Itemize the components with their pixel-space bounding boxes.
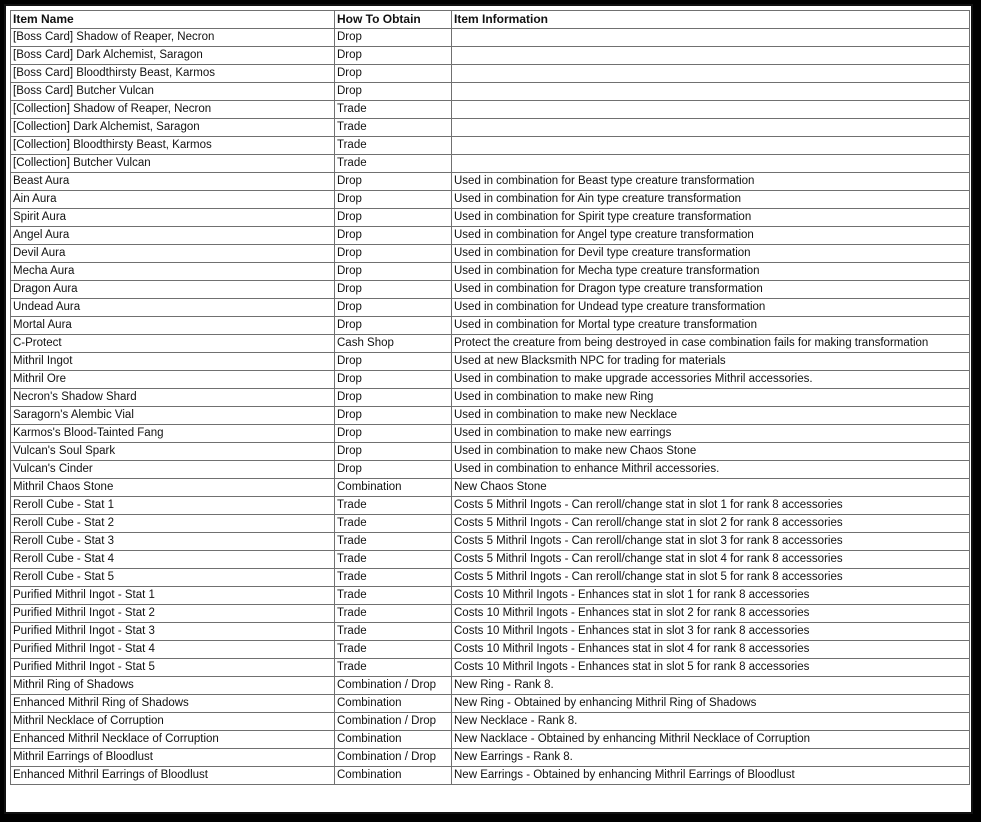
cell-how-to-obtain: Drop <box>335 371 452 389</box>
cell-item-information: Used in combination for Angel type creature transformation <box>452 227 970 245</box>
cell-item-name: Reroll Cube - Stat 2 <box>11 515 335 533</box>
cell-item-name: [Collection] Dark Alchemist, Saragon <box>11 119 335 137</box>
cell-item-name: Dragon Aura <box>11 281 335 299</box>
table-row <box>11 263 970 281</box>
table-row <box>11 623 970 641</box>
cell-how-to-obtain: Drop <box>335 191 452 209</box>
cell-how-to-obtain: Drop <box>335 353 452 371</box>
table-row <box>11 137 970 155</box>
table-row <box>11 641 970 659</box>
cell-how-to-obtain: Drop <box>335 389 452 407</box>
cell-item-name: [Boss Card] Butcher Vulcan <box>11 83 335 101</box>
table-row <box>11 443 970 461</box>
table-row <box>11 533 970 551</box>
cell-item-information: Used in combination for Dragon type creature transformation <box>452 281 970 299</box>
cell-item-information: Used in combination for Spirit type creature transformation <box>452 209 970 227</box>
cell-item-information: Costs 5 Mithril Ingots - Can reroll/change stat in slot 2 for rank 8 accessories <box>452 515 970 533</box>
header-how-to-obtain: How To Obtain <box>335 11 452 29</box>
cell-item-name: Purified Mithril Ingot - Stat 4 <box>11 641 335 659</box>
cell-how-to-obtain: Trade <box>335 497 452 515</box>
cell-how-to-obtain: Drop <box>335 299 452 317</box>
table-row <box>11 425 970 443</box>
cell-how-to-obtain: Drop <box>335 29 452 47</box>
cell-item-name: [Collection] Butcher Vulcan <box>11 155 335 173</box>
cell-how-to-obtain: Trade <box>335 551 452 569</box>
cell-item-name: Purified Mithril Ingot - Stat 2 <box>11 605 335 623</box>
cell-item-name: Mithril Earrings of Bloodlust <box>11 749 335 767</box>
cell-how-to-obtain: Drop <box>335 245 452 263</box>
table-row <box>11 101 970 119</box>
table-row <box>11 767 970 785</box>
cell-how-to-obtain: Drop <box>335 317 452 335</box>
cell-how-to-obtain: Trade <box>335 569 452 587</box>
cell-item-name: Angel Aura <box>11 227 335 245</box>
cell-item-name: Reroll Cube - Stat 5 <box>11 569 335 587</box>
cell-item-information: Costs 5 Mithril Ingots - Can reroll/change stat in slot 4 for rank 8 accessories <box>452 551 970 569</box>
table-body <box>11 29 970 785</box>
cell-how-to-obtain: Drop <box>335 83 452 101</box>
cell-item-name: [Boss Card] Dark Alchemist, Saragon <box>11 47 335 65</box>
cell-how-to-obtain: Trade <box>335 515 452 533</box>
header-item-information: Item Information <box>452 11 970 29</box>
table-row <box>11 227 970 245</box>
table-row <box>11 83 970 101</box>
table-row <box>11 659 970 677</box>
cell-item-information: Costs 10 Mithril Ingots - Enhances stat in slot 1 for rank 8 accessories <box>452 587 970 605</box>
table-row <box>11 29 970 47</box>
cell-item-name: Vulcan's Cinder <box>11 461 335 479</box>
cell-item-name: Mithril Necklace of Corruption <box>11 713 335 731</box>
cell-how-to-obtain: Drop <box>335 407 452 425</box>
cell-item-information <box>452 65 970 83</box>
cell-item-name: [Boss Card] Bloodthirsty Beast, Karmos <box>11 65 335 83</box>
table-row <box>11 497 970 515</box>
cell-how-to-obtain: Combination <box>335 731 452 749</box>
cell-item-name: Mortal Aura <box>11 317 335 335</box>
table-row <box>11 119 970 137</box>
cell-item-name: Devil Aura <box>11 245 335 263</box>
table-row <box>11 65 970 83</box>
cell-item-information: Costs 5 Mithril Ingots - Can reroll/change stat in slot 1 for rank 8 accessories <box>452 497 970 515</box>
cell-item-information: New Necklace - Rank 8. <box>452 713 970 731</box>
cell-how-to-obtain: Drop <box>335 173 452 191</box>
cell-how-to-obtain: Drop <box>335 443 452 461</box>
cell-how-to-obtain: Combination <box>335 767 452 785</box>
cell-item-information: Used in combination to make new earrings <box>452 425 970 443</box>
cell-item-name: Mithril Ingot <box>11 353 335 371</box>
cell-how-to-obtain: Trade <box>335 641 452 659</box>
spreadsheet-frame <box>4 4 973 814</box>
table-row <box>11 281 970 299</box>
cell-how-to-obtain: Combination / Drop <box>335 713 452 731</box>
cell-item-information: New Earrings - Rank 8. <box>452 749 970 767</box>
table-row <box>11 551 970 569</box>
cell-item-name: Vulcan's Soul Spark <box>11 443 335 461</box>
cell-item-information: Used in combination for Mecha type creature transformation <box>452 263 970 281</box>
cell-how-to-obtain: Combination / Drop <box>335 749 452 767</box>
table-row <box>11 479 970 497</box>
cell-item-information: Used in combination to enhance Mithril accessories. <box>452 461 970 479</box>
table-row <box>11 407 970 425</box>
cell-item-name: Enhanced Mithril Necklace of Corruption <box>11 731 335 749</box>
cell-item-name: Reroll Cube - Stat 4 <box>11 551 335 569</box>
table-row <box>11 695 970 713</box>
cell-item-information: Used in combination for Undead type creature transformation <box>452 299 970 317</box>
cell-item-information: Costs 10 Mithril Ingots - Enhances stat in slot 4 for rank 8 accessories <box>452 641 970 659</box>
items-table <box>10 10 970 785</box>
cell-item-information: Used in combination to make new Necklace <box>452 407 970 425</box>
cell-item-name: [Collection] Bloodthirsty Beast, Karmos <box>11 137 335 155</box>
cell-how-to-obtain: Trade <box>335 659 452 677</box>
cell-item-name: [Boss Card] Shadow of Reaper, Necron <box>11 29 335 47</box>
table-row <box>11 173 970 191</box>
cell-item-name: [Collection] Shadow of Reaper, Necron <box>11 101 335 119</box>
cell-item-information: New Nacklace - Obtained by enhancing Mithril Necklace of Corruption <box>452 731 970 749</box>
cell-item-name: C-Protect <box>11 335 335 353</box>
cell-item-name: Purified Mithril Ingot - Stat 1 <box>11 587 335 605</box>
cell-item-information: New Ring - Rank 8. <box>452 677 970 695</box>
cell-how-to-obtain: Drop <box>335 425 452 443</box>
table-row <box>11 461 970 479</box>
cell-item-name: Mithril Ring of Shadows <box>11 677 335 695</box>
cell-item-name: Karmos's Blood-Tainted Fang <box>11 425 335 443</box>
table-row <box>11 389 970 407</box>
cell-item-name: Necron's Shadow Shard <box>11 389 335 407</box>
cell-how-to-obtain: Trade <box>335 137 452 155</box>
table-row <box>11 515 970 533</box>
cell-item-name: Saragorn's Alembic Vial <box>11 407 335 425</box>
cell-how-to-obtain: Cash Shop <box>335 335 452 353</box>
cell-how-to-obtain: Drop <box>335 461 452 479</box>
table-row <box>11 47 970 65</box>
cell-item-information: Used in combination for Mortal type creature transformation <box>452 317 970 335</box>
cell-how-to-obtain: Trade <box>335 119 452 137</box>
cell-how-to-obtain: Trade <box>335 605 452 623</box>
cell-how-to-obtain: Drop <box>335 209 452 227</box>
table-row <box>11 155 970 173</box>
table-row <box>11 605 970 623</box>
table-row <box>11 569 970 587</box>
table-row <box>11 191 970 209</box>
cell-item-name: Purified Mithril Ingot - Stat 3 <box>11 623 335 641</box>
header-row <box>11 11 970 29</box>
cell-item-information: Costs 5 Mithril Ingots - Can reroll/change stat in slot 5 for rank 8 accessories <box>452 569 970 587</box>
table-row <box>11 713 970 731</box>
cell-item-name: Mithril Chaos Stone <box>11 479 335 497</box>
table-row <box>11 371 970 389</box>
table-row <box>11 245 970 263</box>
cell-item-name: Mithril Ore <box>11 371 335 389</box>
cell-item-information <box>452 101 970 119</box>
cell-how-to-obtain: Combination <box>335 695 452 713</box>
cell-how-to-obtain: Trade <box>335 155 452 173</box>
cell-how-to-obtain: Drop <box>335 227 452 245</box>
cell-item-name: Purified Mithril Ingot - Stat 5 <box>11 659 335 677</box>
cell-item-information: Used in combination to make new Chaos Stone <box>452 443 970 461</box>
cell-how-to-obtain: Combination / Drop <box>335 677 452 695</box>
cell-item-information: Protect the creature from being destroyed in case combination fails for making transformation <box>452 335 970 353</box>
cell-item-information <box>452 47 970 65</box>
cell-item-information: Used in combination for Beast type creature transformation <box>452 173 970 191</box>
cell-item-name: Reroll Cube - Stat 3 <box>11 533 335 551</box>
cell-item-name: Enhanced Mithril Ring of Shadows <box>11 695 335 713</box>
table-row <box>11 299 970 317</box>
cell-item-information: Costs 10 Mithril Ingots - Enhances stat in slot 3 for rank 8 accessories <box>452 623 970 641</box>
table-row <box>11 749 970 767</box>
cell-item-information: Costs 10 Mithril Ingots - Enhances stat in slot 2 for rank 8 accessories <box>452 605 970 623</box>
cell-how-to-obtain: Drop <box>335 281 452 299</box>
cell-how-to-obtain: Drop <box>335 263 452 281</box>
cell-how-to-obtain: Drop <box>335 65 452 83</box>
cell-how-to-obtain: Trade <box>335 623 452 641</box>
cell-item-information <box>452 29 970 47</box>
table-row <box>11 587 970 605</box>
table-row <box>11 731 970 749</box>
table-row <box>11 335 970 353</box>
cell-item-name: Mecha Aura <box>11 263 335 281</box>
table-row <box>11 677 970 695</box>
cell-item-information: Costs 10 Mithril Ingots - Enhances stat in slot 5 for rank 8 accessories <box>452 659 970 677</box>
table-row <box>11 353 970 371</box>
cell-item-information: Used in combination for Ain type creature transformation <box>452 191 970 209</box>
cell-how-to-obtain: Trade <box>335 587 452 605</box>
table-row <box>11 209 970 227</box>
cell-item-information <box>452 83 970 101</box>
header-item-name: Item Name <box>11 11 335 29</box>
cell-item-information: Used in combination to make upgrade accessories Mithril accessories. <box>452 371 970 389</box>
cell-how-to-obtain: Trade <box>335 101 452 119</box>
cell-item-name: Reroll Cube - Stat 1 <box>11 497 335 515</box>
cell-item-name: Beast Aura <box>11 173 335 191</box>
cell-item-information <box>452 155 970 173</box>
cell-how-to-obtain: Combination <box>335 479 452 497</box>
cell-item-information: New Ring - Obtained by enhancing Mithril Ring of Shadows <box>452 695 970 713</box>
cell-item-information <box>452 119 970 137</box>
cell-item-name: Ain Aura <box>11 191 335 209</box>
cell-item-name: Spirit Aura <box>11 209 335 227</box>
cell-how-to-obtain: Drop <box>335 47 452 65</box>
cell-item-information: New Chaos Stone <box>452 479 970 497</box>
cell-item-information: Costs 5 Mithril Ingots - Can reroll/change stat in slot 3 for rank 8 accessories <box>452 533 970 551</box>
cell-item-information: Used in combination for Devil type creature transformation <box>452 245 970 263</box>
cell-item-name: Undead Aura <box>11 299 335 317</box>
cell-item-information: Used at new Blacksmith NPC for trading for materials <box>452 353 970 371</box>
cell-item-information: Used in combination to make new Ring <box>452 389 970 407</box>
cell-item-information: New Earrings - Obtained by enhancing Mithril Earrings of Bloodlust <box>452 767 970 785</box>
cell-item-name: Enhanced Mithril Earrings of Bloodlust <box>11 767 335 785</box>
cell-how-to-obtain: Trade <box>335 533 452 551</box>
cell-item-information <box>452 137 970 155</box>
table-row <box>11 317 970 335</box>
